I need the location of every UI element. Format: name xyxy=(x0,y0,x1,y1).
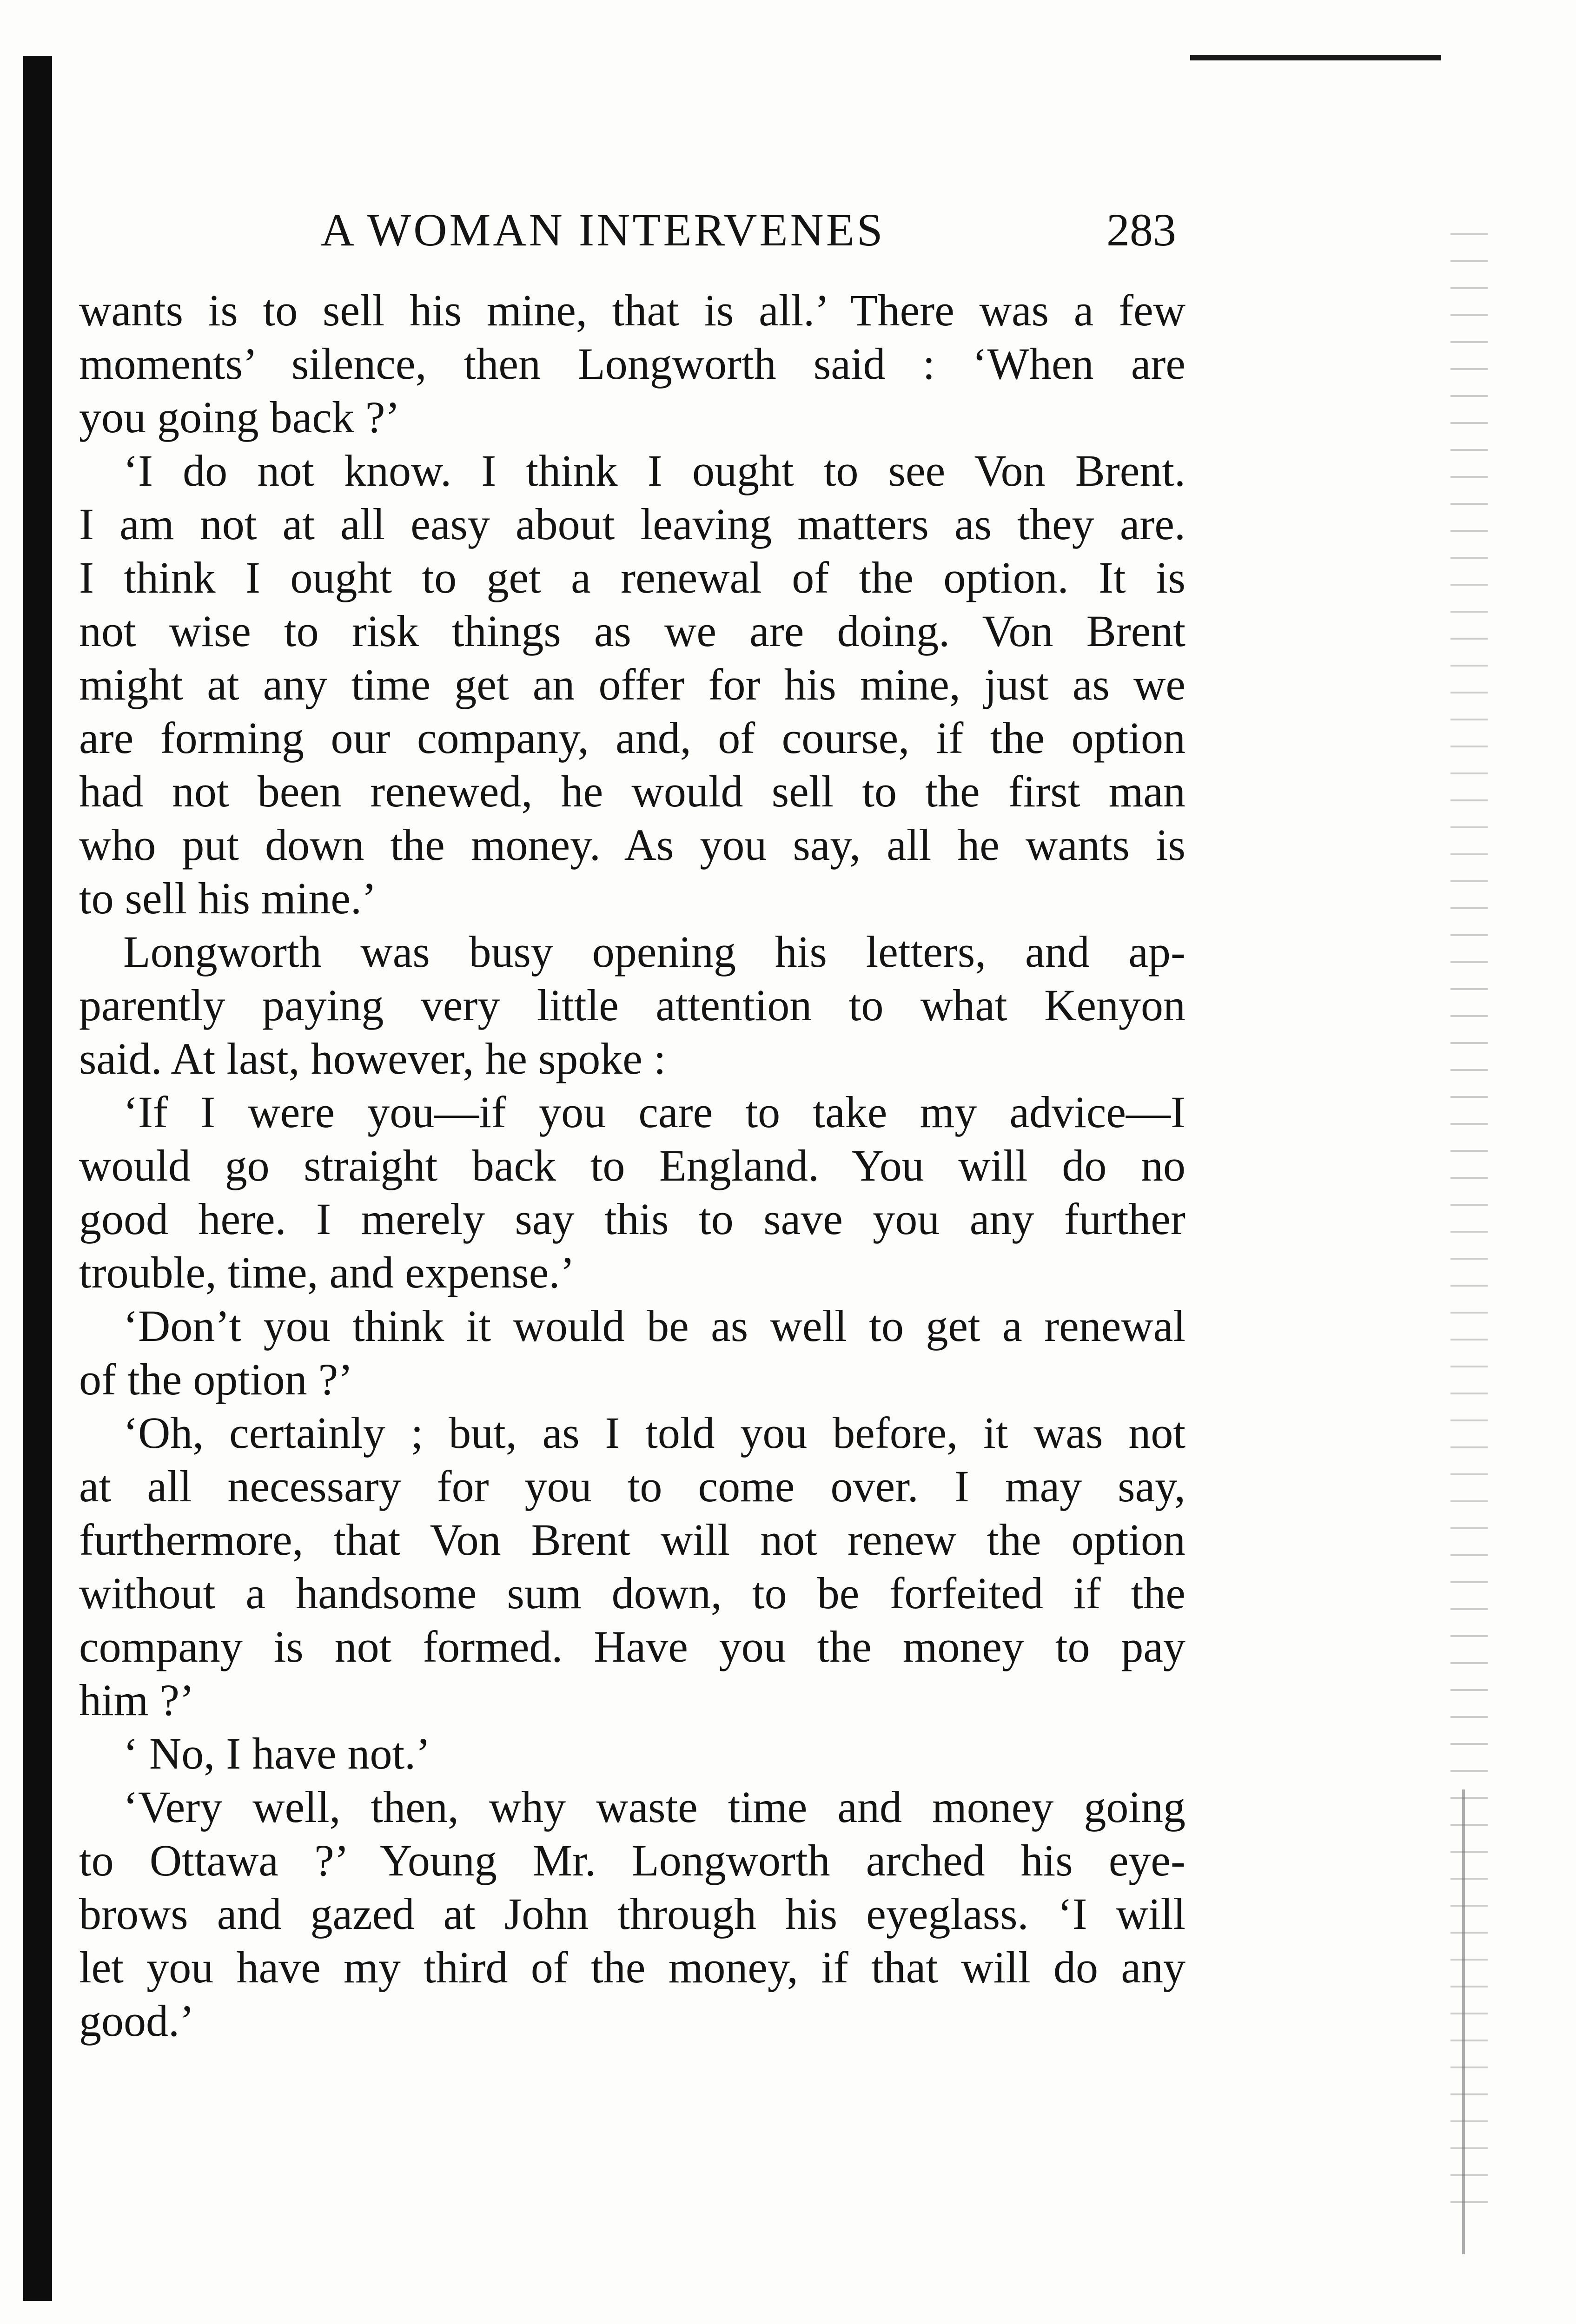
text-line: I am not at all easy about leaving matters as they are. xyxy=(79,499,1185,549)
paragraph xyxy=(79,1085,1185,1299)
text-line: him ?’ xyxy=(79,1675,194,1725)
binding-shadow xyxy=(23,56,52,2301)
text-line: company is not formed. Have you the money to pay xyxy=(79,1622,1185,1671)
text-line: not wise to risk things as we are doing. Von Brent xyxy=(79,606,1185,656)
paragraph xyxy=(79,284,1185,444)
text-line: without a handsome sum down, to be forfeited if the xyxy=(79,1568,1185,1618)
paragraph xyxy=(79,444,1185,925)
paragraph xyxy=(79,1780,1185,2047)
text-line: Longworth was busy opening his letters, and ap- xyxy=(123,927,1185,977)
text-line: had not been renewed, he would sell to the first man xyxy=(79,766,1185,816)
page-header xyxy=(79,195,1195,265)
text-line: of the option ?’ xyxy=(79,1354,353,1404)
text-line: who put down the money. As you say, all he wants is xyxy=(79,820,1185,870)
text-line: ‘Very well, then, why waste time and money going xyxy=(123,1782,1185,1832)
top-rule xyxy=(1190,55,1441,60)
text-line: ‘ No, I have not.’ xyxy=(123,1729,431,1778)
text-line: might at any time get an offer for his mine, just as we xyxy=(79,660,1185,709)
running-title: A WOMAN INTERVENES xyxy=(321,204,885,256)
text-line: wants is to sell his mine, that is all.’ There was a few xyxy=(79,285,1185,335)
edge-scan-artifacts xyxy=(1450,223,1488,2222)
text-line: good here. I merely say this to save you any further xyxy=(79,1194,1185,1244)
text-line: ‘I do not know. I think I ought to see Von Brent. xyxy=(123,446,1185,495)
text-line: parently paying very little attention to what Kenyon xyxy=(79,980,1185,1030)
text-line: good.’ xyxy=(79,1996,194,2046)
text-line: are forming our company, and, of course, if the option xyxy=(79,713,1185,763)
edge-scan-line xyxy=(1462,1789,1465,2254)
text-line: ‘Don’t you think it would be as well to get a renewal xyxy=(123,1301,1185,1351)
text-line: ‘If I were you—if you care to take my advice—I xyxy=(123,1087,1185,1137)
text-line: trouble, time, and expense.’ xyxy=(79,1248,575,1297)
text-line: to sell his mine.’ xyxy=(79,873,377,923)
text-line: I think I ought to get a renewal of the option. It is xyxy=(79,553,1185,602)
text-line: said. At last, however, he spoke : xyxy=(79,1034,666,1083)
text-line: ‘Oh, certainly ; but, as I told you before, it was not xyxy=(123,1408,1185,1458)
text-line: furthermore, that Von Brent will not renew the option xyxy=(79,1515,1185,1565)
paragraph xyxy=(79,925,1185,1085)
text-line: at all necessary for you to come over. I may say, xyxy=(79,1461,1185,1511)
paragraph xyxy=(79,1727,1185,1780)
text-line: let you have my third of the money, if that will do any xyxy=(79,1942,1185,1992)
text-line: moments’ silence, then Longworth said : ‘When are xyxy=(79,339,1185,389)
text-body xyxy=(79,284,1185,2047)
text-line: to Ottawa ?’ Young Mr. Longworth arched his eye- xyxy=(79,1835,1185,1885)
paragraph xyxy=(79,1299,1185,1406)
text-line: would go straight back to England. You will do no xyxy=(79,1141,1185,1190)
page-number: 283 xyxy=(1106,204,1176,256)
paragraph xyxy=(79,1406,1185,1727)
text-line: you going back ?’ xyxy=(79,392,400,442)
text-line: brows and gazed at John through his eyeglass. ‘I will xyxy=(79,1889,1185,1939)
